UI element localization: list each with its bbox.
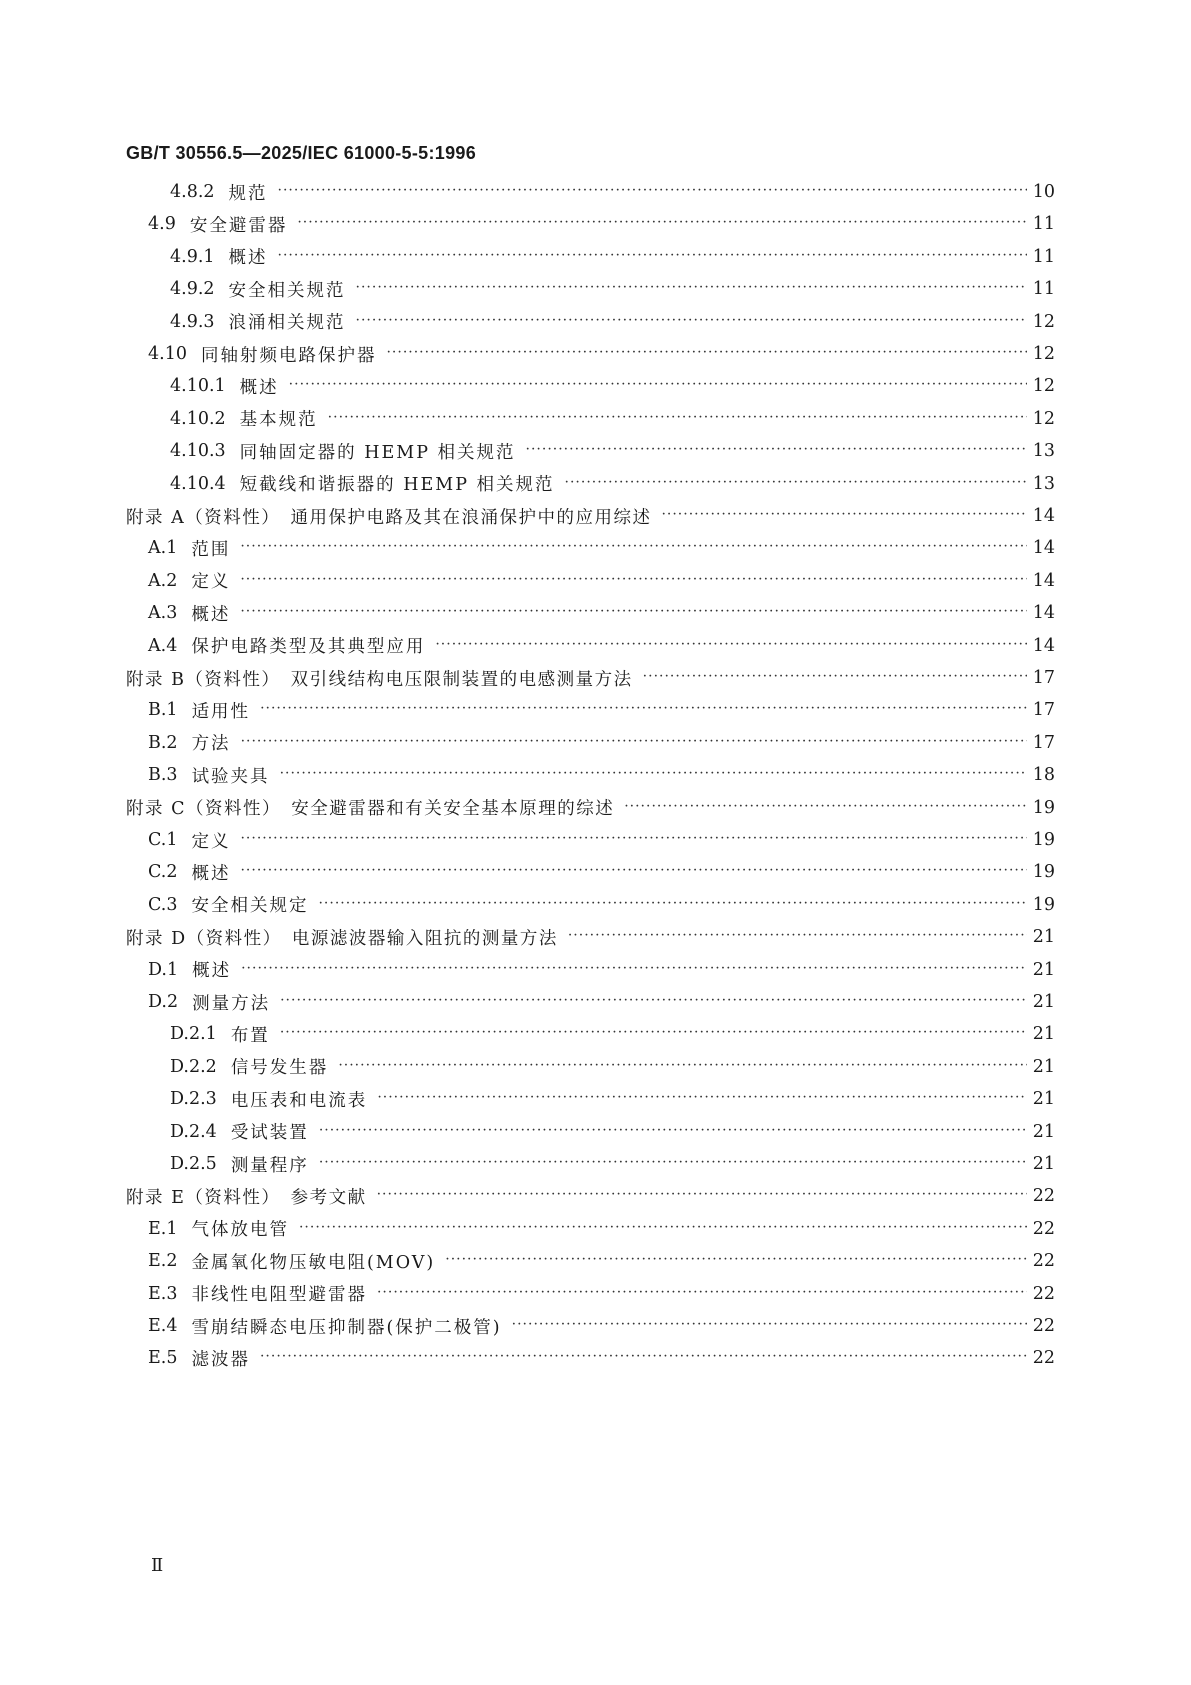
toc-entry-page: 22 <box>1032 1316 1055 1336</box>
toc-entry-page: 22 <box>1032 1218 1055 1239</box>
toc-entry-title: 定义 <box>191 831 231 852</box>
toc-entry[interactable] <box>170 177 1055 207</box>
toc-entry[interactable] <box>148 857 1055 887</box>
page-number: Ⅱ <box>151 1555 164 1576</box>
toc-dot-leader <box>661 501 1026 531</box>
toc-entry-title: 附录 D（资料性） 电源滤波器输入阻抗的测量方法 <box>126 928 558 949</box>
toc-entry-number: C.1 <box>148 830 178 850</box>
toc-entry[interactable] <box>148 890 1055 920</box>
toc-entry-number: 4.10.1 <box>170 376 226 397</box>
toc-dot-leader <box>280 760 1027 790</box>
toc-entry-number: D.1 <box>148 959 179 980</box>
toc-entry-page: 14 <box>1032 570 1055 591</box>
toc-entry[interactable] <box>148 209 1055 239</box>
toc-entry-title: 概述 <box>228 248 268 269</box>
toc-entry[interactable] <box>148 631 1055 661</box>
toc-entry-title: 概述 <box>239 377 279 398</box>
toc-entry-title: 雪崩结瞬态电压抑制器(保护二极管) <box>191 1317 502 1338</box>
toc-entry-title: 滤波器 <box>191 1349 250 1370</box>
toc-entry[interactable] <box>148 566 1055 596</box>
toc-entry-number: 4.10.2 <box>170 408 226 429</box>
toc-entry-page: 21 <box>1032 1121 1055 1142</box>
toc-entry-title: 概述 <box>191 863 231 884</box>
toc-entry[interactable] <box>126 1181 1055 1211</box>
toc-dot-leader <box>568 922 1027 952</box>
toc-dot-leader <box>435 631 1026 661</box>
toc-entry-title: 短截线和谐振器的 HEMP 相关规范 <box>239 475 555 496</box>
toc-entry-number: 4.9 <box>148 214 176 235</box>
toc-entry-page: 19 <box>1032 797 1055 818</box>
toc-entry-number: D.2.4 <box>170 1121 217 1142</box>
toc-dot-leader <box>319 1149 1027 1179</box>
toc-entry[interactable] <box>170 1117 1055 1147</box>
toc-entry-page: 17 <box>1032 668 1055 688</box>
toc-entry-page: 21 <box>1032 1056 1055 1077</box>
toc-dot-leader <box>338 1052 1026 1082</box>
toc-entry-page: 21 <box>1032 927 1055 948</box>
toc-entry[interactable] <box>170 436 1055 466</box>
toc-entry-title: 方法 <box>191 734 231 755</box>
toc-entry-number: D.2.5 <box>170 1154 217 1174</box>
toc-entry[interactable] <box>148 695 1055 725</box>
toc-dot-leader <box>526 436 1027 466</box>
toc-entry-title: 基本规范 <box>239 410 318 431</box>
toc-dot-leader <box>319 1117 1027 1147</box>
toc-dot-leader <box>445 1246 1026 1276</box>
toc-entry-page: 13 <box>1032 473 1055 494</box>
toc-dot-leader <box>260 1343 1027 1373</box>
toc-entry[interactable] <box>148 955 1055 985</box>
toc-entry-number: A.1 <box>148 538 178 559</box>
toc-entry-number: 4.9.3 <box>170 311 215 332</box>
toc-entry[interactable] <box>170 404 1055 434</box>
toc-dot-leader <box>386 339 1026 369</box>
toc-dot-leader <box>240 598 1026 628</box>
toc-entry[interactable] <box>170 307 1055 337</box>
toc-entry[interactable] <box>148 1279 1055 1309</box>
toc-entry-page: 17 <box>1032 732 1055 753</box>
toc-entry-title: 规范 <box>228 183 268 204</box>
toc-entry-number: B.2 <box>148 732 178 753</box>
toc-dot-leader <box>328 404 1027 434</box>
toc-dot-leader <box>260 695 1027 725</box>
toc-entry-title: 附录 B（资料性） 双引线结构电压限制装置的电感测量方法 <box>126 669 633 690</box>
toc-entry[interactable] <box>170 274 1055 304</box>
toc-entry-page: 12 <box>1032 376 1055 397</box>
toc-entry-number: 4.8.2 <box>170 182 215 202</box>
toc-entry[interactable] <box>170 371 1055 401</box>
toc-entry-number: E.4 <box>148 1316 178 1336</box>
toc-entry-page: 21 <box>1032 1154 1055 1174</box>
toc-dot-leader <box>356 307 1027 337</box>
toc-entry-page: 22 <box>1032 1348 1055 1369</box>
toc-entry-title: 布置 <box>230 1025 270 1046</box>
toc-entry-number: D.2 <box>148 992 179 1012</box>
toc-entry-number: E.1 <box>148 1218 178 1239</box>
toc-entry-number: E.3 <box>148 1283 178 1304</box>
toc-entry-page: 14 <box>1032 635 1055 656</box>
toc-dot-leader <box>241 955 1027 985</box>
toc-entry-title: 测量程序 <box>230 1155 309 1176</box>
toc-entry-title: 安全相关规范 <box>228 280 346 301</box>
toc-dot-leader <box>241 728 1027 758</box>
toc-entry[interactable] <box>170 1019 1055 1049</box>
toc-dot-leader <box>512 1311 1027 1341</box>
toc-entry[interactable] <box>148 1311 1055 1341</box>
toc-entry-title: 保护电路类型及其典型应用 <box>191 637 426 658</box>
toc-entry[interactable] <box>126 501 1055 531</box>
toc-dot-leader <box>624 793 1027 823</box>
toc-dot-leader <box>377 1181 1027 1211</box>
toc-dot-leader <box>240 825 1026 855</box>
toc-entry-page: 12 <box>1032 408 1055 429</box>
toc-entry[interactable] <box>148 825 1055 855</box>
toc-entry[interactable] <box>148 1343 1055 1373</box>
toc-entry[interactable] <box>170 469 1055 499</box>
toc-entry-number: B.3 <box>148 765 178 786</box>
toc-entry-number: D.2.2 <box>170 1056 217 1077</box>
toc-entry-page: 19 <box>1032 830 1055 850</box>
toc-dot-leader <box>240 857 1026 887</box>
toc-entry[interactable] <box>170 1149 1055 1179</box>
toc-entry-title: 浪涌相关规范 <box>228 313 346 334</box>
toc-entry-title: 金属氧化物压敏电阻(MOV) <box>191 1252 436 1273</box>
toc-entry-page: 21 <box>1032 959 1055 980</box>
toc-entry-title: 试验夹具 <box>191 766 270 787</box>
toc-entry-page: 12 <box>1032 344 1055 364</box>
toc-entry-title: 电压表和电流表 <box>230 1090 368 1111</box>
toc-dot-leader <box>377 1084 1026 1114</box>
toc-entry-number: 4.9.1 <box>170 246 215 267</box>
toc-entry-page: 22 <box>1032 1283 1055 1304</box>
toc-entry-page: 14 <box>1032 506 1055 526</box>
toc-entry-number: C.3 <box>148 894 178 915</box>
toc-entry-title: 信号发生器 <box>230 1058 329 1079</box>
toc-entry-title: 附录 E（资料性） 参考文献 <box>126 1187 367 1208</box>
toc-entry-page: 19 <box>1032 894 1055 915</box>
toc-entry-title: 受试装置 <box>230 1123 309 1144</box>
toc-entry[interactable] <box>126 663 1055 693</box>
toc-entry[interactable] <box>170 242 1055 272</box>
toc-entry-number: 4.9.2 <box>170 279 215 300</box>
toc-entry-page: 14 <box>1032 538 1055 559</box>
toc-entry-title: 测量方法 <box>192 993 271 1014</box>
toc-entry-page: 21 <box>1032 992 1055 1012</box>
toc-entry[interactable] <box>148 1214 1055 1244</box>
toc-entry-number: A.4 <box>148 635 178 656</box>
toc-entry[interactable] <box>148 598 1055 628</box>
toc-entry-title: 概述 <box>191 604 231 625</box>
toc-entry[interactable] <box>148 728 1055 758</box>
toc-dot-leader <box>299 1214 1027 1244</box>
toc-dot-leader <box>289 371 1027 401</box>
toc-entry-number: A.2 <box>148 570 178 591</box>
toc-entry-page: 22 <box>1032 1251 1055 1272</box>
toc-dot-leader <box>280 1019 1027 1049</box>
toc-entry[interactable] <box>170 1084 1055 1114</box>
toc-entry-page: 10 <box>1032 182 1055 202</box>
toc-entry-page: 17 <box>1032 700 1055 721</box>
toc-entry-number: 4.10.4 <box>170 473 226 494</box>
toc-dot-leader <box>643 663 1027 693</box>
toc-dot-leader <box>356 274 1027 304</box>
toc-entry-page: 14 <box>1032 603 1055 624</box>
toc-entry[interactable] <box>148 339 1055 369</box>
toc-entry-number: C.2 <box>148 862 178 883</box>
toc-dot-leader <box>280 987 1027 1017</box>
toc-dot-leader <box>278 177 1027 207</box>
toc-entry-title: 非线性电阻型避雷器 <box>191 1285 367 1306</box>
toc-entry-page: 11 <box>1032 279 1055 300</box>
toc-dot-leader <box>240 533 1026 563</box>
toc-entry-number: 4.10 <box>148 344 187 364</box>
toc-entry-page: 11 <box>1032 246 1055 267</box>
toc-entry-title: 范围 <box>191 539 231 560</box>
toc-entry-number: D.2.1 <box>170 1024 217 1045</box>
toc-entry-title: 安全避雷器 <box>189 215 288 236</box>
standard-number-header: GB/T 30556.5—2025/IEC 61000-5-5:1996 <box>126 143 477 163</box>
toc-entry[interactable] <box>148 533 1055 563</box>
toc-entry-title: 概述 <box>192 961 232 982</box>
toc-entry[interactable] <box>148 1246 1055 1276</box>
toc-entry-number: 4.10.3 <box>170 441 226 462</box>
toc-entry-page: 13 <box>1032 441 1055 462</box>
toc-dot-leader <box>318 890 1026 920</box>
toc-entry-title: 附录 C（资料性） 安全避雷器和有关安全基本原理的综述 <box>126 799 615 820</box>
toc-entry[interactable] <box>148 760 1055 790</box>
toc-entry-number: A.3 <box>148 603 178 624</box>
toc-entry-number: E.5 <box>148 1348 178 1369</box>
toc-entry[interactable] <box>126 793 1055 823</box>
toc-entry-page: 19 <box>1032 862 1055 883</box>
toc-entry-page: 11 <box>1032 214 1055 235</box>
toc-entry-title: 定义 <box>191 572 231 593</box>
toc-entry-number: B.1 <box>148 700 178 721</box>
toc-entry-page: 21 <box>1032 1024 1055 1045</box>
toc-entry-title: 安全相关规定 <box>191 896 309 917</box>
toc-entry-title: 同轴射频电路保护器 <box>200 345 377 366</box>
toc-entry-number: D.2.3 <box>170 1089 217 1110</box>
toc-entry-title: 同轴固定器的 HEMP 相关规范 <box>239 442 516 463</box>
toc-dot-leader <box>377 1279 1027 1309</box>
toc-dot-leader <box>240 566 1026 596</box>
toc-entry[interactable] <box>170 1052 1055 1082</box>
toc-entry-title: 附录 A（资料性） 通用保护电路及其在浪涌保护中的应用综述 <box>126 507 652 528</box>
toc-entry-page: 22 <box>1032 1186 1055 1207</box>
toc-entry[interactable] <box>148 987 1055 1017</box>
toc-entry-title: 气体放电管 <box>191 1220 289 1241</box>
toc-dot-leader <box>278 242 1027 272</box>
toc-entry[interactable] <box>126 922 1055 952</box>
toc-entry-page: 12 <box>1032 311 1055 332</box>
toc-dot-leader <box>297 209 1026 239</box>
toc-entry-title: 适用性 <box>191 701 251 722</box>
toc-entry-page: 21 <box>1032 1089 1055 1110</box>
toc-dot-leader <box>565 469 1027 499</box>
toc-entry-page: 18 <box>1032 765 1055 786</box>
toc-entry-number: E.2 <box>148 1251 178 1272</box>
